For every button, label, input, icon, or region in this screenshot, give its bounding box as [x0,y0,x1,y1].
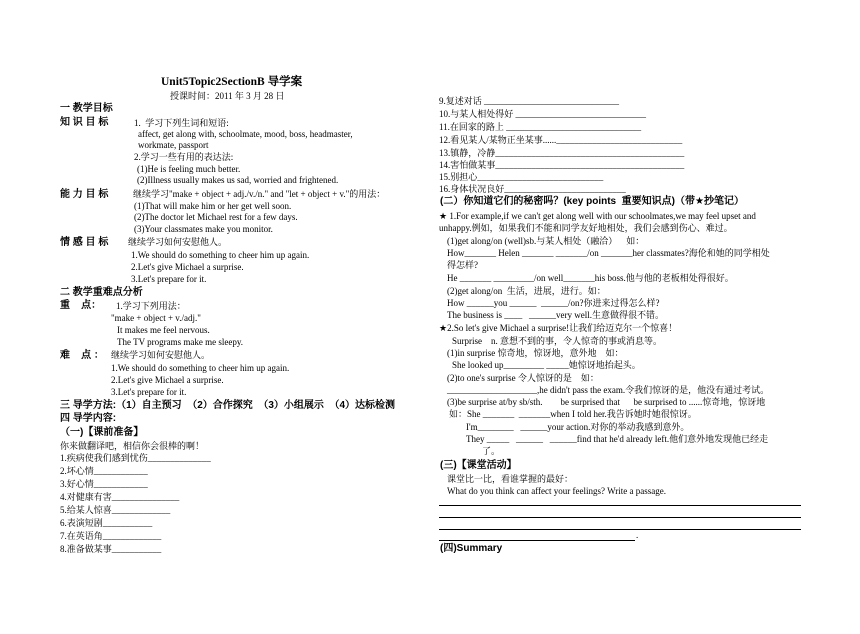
left-line-24: It makes me feel nervous. [117,325,210,335]
right-line-30: 课堂比一比，看谁掌握的最好： [447,474,574,484]
writing-blank-line [439,505,801,506]
right-line-24: (3)be surprise at/by sb/sth. be surprised that be surprised to ......惊奇地，惊讶地 [447,397,766,407]
writing-blank-line [439,529,801,530]
left-line-13: (2)The doctor let Michael rest for a few days. [134,212,298,222]
right-line-2: 11.在回家的路上 ______________________________ [439,122,642,132]
right-line-0: 9.复述对话 ______________________________ [439,96,620,106]
left-line-19: 3.Let's prepare for it. [131,274,207,284]
right-line-27: They _____ ______ ______find that he'd already left.他们意外地发现他已经走 [466,434,769,444]
left-line-14: (3)Your classmates make you monitor. [134,224,273,234]
writing-blank-line [439,540,635,541]
right-line-12: How_______ Helen _______ _______/on _______her classmates?海伦和她的同学相处 [447,248,770,258]
right-line-19: Surprise n. 意想不到的事，令人惊奇的事或消息等。 [452,336,662,346]
right-line-25: 如：She _______ _______when I told her.我告诉她时她很惊讶。 [449,409,697,419]
left-line-9: (2)Illness usually makes us sad, worried and frightened. [137,175,339,185]
right-line-26: I'm________ ______your action.对你的举动我感到意外。 [466,422,690,432]
left-line-40: 6.表演短剧___________ [60,518,153,528]
left-line-23: "make + object + v./adj." [111,313,201,323]
right-line-28: 了。 [482,446,501,456]
right-line-4: 13.镇静，冷静__________________________________________ [439,148,685,158]
right-line-6: 15.别担心____________________________ [439,172,604,182]
right-line-33: (四)Summary [440,543,503,554]
left-line-2: 一 教学目标 [60,103,113,114]
right-line-3: 12.看见某人/某物正坐某事......____________________________ [439,135,683,145]
left-line-39: 5.给某人惊喜_____________ [60,505,171,515]
right-line-8: (二）你知道它们的秘密吗？(key points 重要知识点)（带★抄笔记） [440,196,744,207]
right-line-5: 14.害怕做某事__________________________________________ [439,160,685,170]
left-line-20: 二 教学重难点分析 [60,287,143,298]
right-line-32: . [636,530,639,540]
left-line-15: 情 感 目 标 [60,237,109,248]
left-line-22: 1.学习下列用法： [116,301,186,311]
left-line-36: 2.坏心情____________ [60,466,148,476]
left-line-38: 4.对健康有害_______________ [60,492,180,502]
left-line-16: 继续学习如何安慰他人。 [128,237,228,247]
left-line-8: (1)He is feeling much better. [137,164,241,174]
right-line-13: 得怎样? [447,260,478,270]
right-line-18: ★2.So let's give Michael a surprise!让我们给迈克尔一个惊喜！ [439,323,678,333]
left-line-1: 授课时间：2011 年 3 月 28 日 [170,91,285,101]
right-line-10: unhappy.例如，如果我们不能和同学友好地相处，我们会感到伤心、难过。 [439,223,733,233]
left-line-12: (1)That will make him or her get well soon. [134,201,292,211]
left-line-31: 三 导学方法:（1）自主预习 （2）合作探究 （3）小组展示 （4）达标检测 [60,400,396,411]
left-line-32: 四 导学内容: [60,413,117,424]
left-line-34: 你来做翻译吧，相信你会很棒的啊！ [60,441,205,451]
left-line-5: affect, get along with, schoolmate, mood, boss, headmaster, [138,129,353,139]
left-line-41: 7.在英语角_____________ [60,531,162,541]
left-line-42: 8.准备做某事___________ [60,544,162,554]
left-line-11: 继续学习"make + object + adj./v./n." and "let + object + v."的用法： [133,189,386,199]
right-line-22: (2)to one's surprise 令人惊讶的是 如： [447,373,599,383]
left-line-4: 1. 学习下列生词和短语: [134,118,229,128]
left-line-29: 2.Let's give Michael a surprise. [111,375,224,385]
right-line-23: ____________________,he didn't pass the exam.令我们惊讶的是，他没有通过考试。 [447,385,770,395]
left-line-25: The TV programs make me sleepy. [117,337,244,347]
right-line-21: She looked up_________ _____她惊讶地抬起头。 [452,360,641,370]
left-line-18: 2.Let's give Michael a surprise. [131,262,244,272]
left-line-33: （一)【课前准备】 [60,427,144,438]
writing-blank-line [439,517,801,518]
left-line-21: 重 点： [60,300,102,311]
left-line-27: 继续学习如何安慰他人。 [111,350,211,360]
right-line-1: 10.与某人相处得好 _____________________________ [439,109,647,119]
left-line-26: 难 点 ： [60,350,104,361]
left-line-6: workmate, passport [138,140,209,150]
left-line-28: 1.We should do something to cheer him up again. [111,363,290,373]
right-line-31: What do you think can affect your feelings? Write a passage. [447,486,666,496]
left-line-3: 知 识 目 标 [60,117,109,128]
left-line-37: 3.好心情____________ [60,479,148,489]
right-line-17: The business is ____ ______very well.生意做得很不错。 [447,310,664,320]
right-line-15: (2)get along/on 生活，进展，进行。如： [447,286,606,296]
right-line-9: ★ 1.For example,if we can't get along well with our schoolmates,we may feel upset and [439,211,756,221]
right-line-29: (三)【课堂活动】 [440,460,517,471]
right-line-11: (1)get along/on (well)sb.与某人相处（融洽） 如： [447,236,645,246]
right-line-16: How ______you ______ ______/on?你进来过得怎么样? [447,298,660,308]
left-line-10: 能 力 目 标 [60,189,109,200]
left-line-17: 1.We should do something to cheer him up again. [131,250,310,260]
right-line-20: (1)in surprise 惊奇地，惊讶地，意外地 如： [447,348,624,358]
left-line-7: 2.学习一些有用的表达法: [134,152,234,162]
left-line-30: 3.Let's prepare for it. [111,387,187,397]
right-line-14: He _______ _________/on well_______his boss.他与他的老板相处得很好。 [447,273,734,283]
right-line-7: 16.身体状况良好___________________________ [439,184,626,194]
left-line-35: 1.疾病使我们感到忧伤______________ [60,453,211,463]
left-line-0: Unit5Topic2SectionB 导学案 [161,76,303,88]
